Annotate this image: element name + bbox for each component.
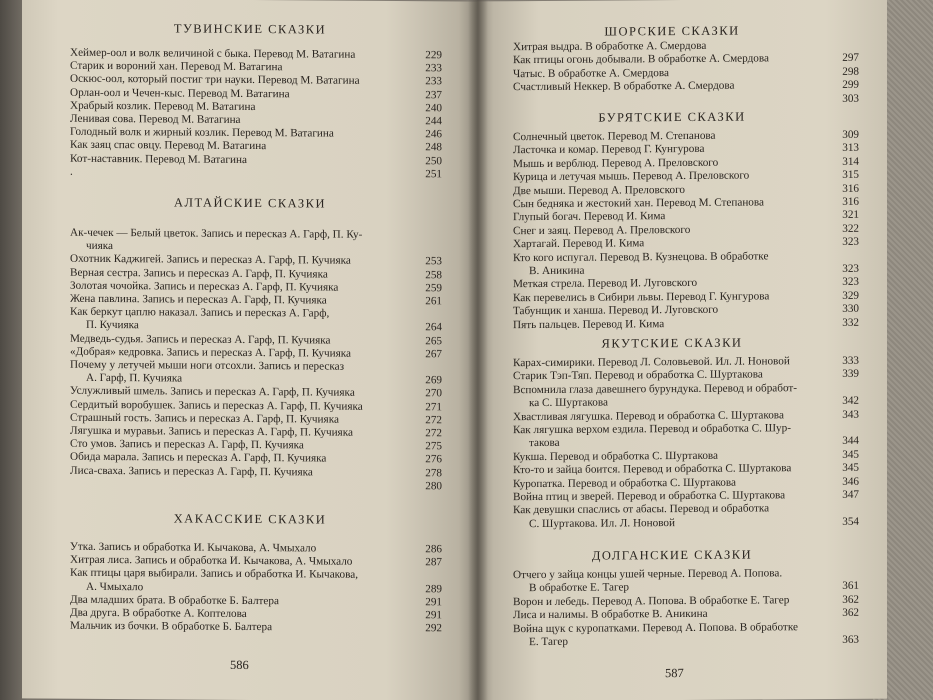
toc-page-number: 246: [425, 128, 442, 141]
toc-entry-line: Сын бедняка и жестокий хан. Перевод М. Степанова: [513, 196, 765, 211]
toc-entry-line: Орлан-оол и Чечен-кыс. Перевод М. Ватагина: [70, 86, 290, 100]
toc-entry-line: В. Аникина: [529, 264, 585, 278]
toc-page-number: 271: [425, 400, 442, 413]
toc-entry-line: Вспомнила глаза давешнего бурундука. Перевод и обработ-: [513, 381, 798, 396]
toc-entry-line: Война птиц и зверей. Перевод и обработка С. Шуртакова: [513, 489, 786, 504]
toc-entry-line: А. Чмыхало: [86, 580, 144, 593]
toc-entry-line: Храбрый козлик. Перевод М. Ватагина: [70, 99, 256, 113]
toc-entry-line: Страшный гость. Запись и пересказ А. Гарф, П. Кучияка: [70, 411, 339, 426]
toc-entry-line: Лиса-сваха. Запись и пересказ А. Гарф, П. Кучияка: [70, 464, 313, 479]
toc-entry-line: Кто-то и зайца боится. Перевод и обработка С. Шуртакова: [513, 462, 792, 477]
toc-entry-line: Два младших брата. В обработке Б. Балтера: [70, 593, 279, 608]
toc-entry-line: Медведь-судья. Запись и пересказ А. Гарф, П. Кучияка: [70, 332, 331, 347]
toc-page-number: 330: [842, 302, 859, 316]
toc-entry-line: Хвастливая лягушка. Перевод и обработка С. Шуртакова: [513, 408, 784, 423]
toc-page-number: 270: [425, 387, 442, 400]
toc-entry-line: Услужливый шмель. Запись и пересказ А. Гарф, П. Кучияка: [70, 385, 355, 400]
toc-page-number: 354: [842, 515, 859, 528]
toc-entry-line: Старик Тэп-Тяп. Перевод и обработка С. Шуртакова: [513, 368, 763, 383]
book-gutter: [468, 0, 488, 700]
toc-page-number: 253: [425, 255, 442, 268]
toc-entry-line: Жена павлина. Запись и пересказ А. Гарф, П. Кучияка: [70, 292, 327, 307]
toc-entry-line: Лягушка и муравьи. Запись и пересказ А. Гарф, П. Кучияка: [70, 424, 353, 439]
toc-entry-line: Лиса и налимы. В обработке В. Аникина: [513, 608, 708, 622]
toc-page-number: 286: [425, 543, 442, 556]
toc-entry-line: Чатыс. В обработке А. Смердова: [513, 66, 669, 80]
toc-page-number: 343: [842, 408, 859, 421]
toc-page-number: 278: [425, 466, 442, 479]
left-page: [22, 0, 477, 700]
toc-page-number: 323: [842, 276, 859, 289]
toc-page-number: 316: [842, 182, 859, 195]
section-heading: ДОЛГАНСКИЕ СКАЗКИ: [591, 547, 753, 563]
toc-entry-line: Сто умов. Запись и пересказ А. Гарф, П. Кучияка: [70, 437, 304, 452]
toc-entry-line: П. Кучияка: [86, 319, 139, 332]
toc-entry-line: Мальчик из бочки. В обработке Б. Балтера: [70, 619, 273, 634]
toc-page-number: 240: [425, 102, 442, 115]
toc-entry-line: Как перевелись в Сибири львы. Перевод Г. Кунгурова: [513, 290, 770, 304]
section-heading: АЛТАЙСКИЕ СКАЗКИ: [173, 195, 327, 211]
toc-entry-line: Кукша. Перевод и обработка С. Шуртакова: [513, 449, 719, 463]
toc-entry-line: Хитрая лиса. Запись и обработка И. Кычакова, А. Чмыхало: [70, 553, 353, 568]
toc-page-number: 280: [425, 480, 442, 493]
toc-page-number: 250: [425, 154, 442, 167]
toc-page-number: 361: [842, 580, 859, 593]
toc-page-number: 342: [842, 394, 859, 408]
toc-entry-line: А. Гарф, П. Кучияка: [86, 372, 183, 385]
toc-entry-line: Мышь и верблюд. Перевод А. Преловского: [513, 156, 719, 170]
toc-entry-line: В обработке Е. Тагер: [529, 581, 629, 595]
toc-page-number: 345: [842, 461, 859, 475]
toc-entry-line: Как заяц спас овцу. Перевод М. Ватагина: [70, 139, 267, 153]
toc-entry-line: Табунщик и ханша. Перевод И. Луговского: [513, 303, 719, 318]
toc-entry-line: Война щук с куропатками. Перевод А. Попова. В обработке: [513, 620, 798, 635]
toc-entry-line: ка С. Шуртакова: [529, 396, 608, 410]
toc-entry-line: Почему у летучей мыши ноги отсохли. Запись и пересказ: [70, 358, 345, 373]
toc-page-number: 248: [425, 141, 442, 154]
toc-page-number: 323: [842, 235, 859, 249]
toc-entry-line: Голодный волк и жирный козлик. Перевод М. Ватагина: [70, 125, 334, 140]
toc-entry-line: Золотая чочойка. Запись и пересказ А. Гарф, П. Кучияка: [70, 279, 339, 294]
toc-page-number: 321: [842, 209, 859, 222]
toc-entry-line: Хартагай. Перевод И. Кима: [513, 237, 645, 251]
toc-page-number: 272: [425, 414, 442, 427]
toc-page-number: 291: [425, 609, 442, 622]
toc-entry-line: Хитрая выдра. В обработке А. Смердова: [513, 39, 707, 54]
toc-page-number: 313: [842, 142, 859, 155]
toc-entry-line: Кот-наставник. Перевод М. Ватагина: [70, 152, 247, 166]
toc-page-number: 333: [842, 354, 859, 367]
toc-entry-line: Охотник Каджигей. Запись и пересказ А. Гарф, П. Кучияка: [70, 253, 351, 268]
toc-page-number: 291: [425, 596, 442, 609]
section-heading: ХАКАССКИЕ СКАЗКИ: [173, 511, 327, 527]
toc-entry-line: такова: [529, 437, 560, 450]
toc-entry-line: Куропатка. Перевод и обработка С. Шуртакова: [513, 476, 736, 490]
toc-page-number: 314: [842, 155, 859, 168]
toc-entry-line: Отчего у зайца концы ушей черные. Перевод А. Попова.: [513, 567, 783, 582]
toc-page-number: 237: [425, 88, 442, 101]
toc-page-number: 345: [842, 448, 859, 461]
section-heading: ЯКУТСКИЕ СКАЗКИ: [601, 335, 743, 351]
toc-entry-line: Солнечный цветок. Перевод М. Степанова: [513, 129, 716, 144]
toc-entry-line: С. Шуртакова. Ил. Л. Ноновой: [529, 516, 676, 530]
toc-entry-line: Снег и заяц. Перевод А. Преловского: [513, 223, 691, 237]
toc-page-number: 322: [842, 222, 859, 235]
toc-entry-line: Е. Тагер: [529, 635, 568, 649]
toc-entry-line: Две мыши. Перевод А. Преловского: [513, 183, 686, 197]
toc-page-number: 316: [842, 195, 859, 208]
section-heading: БУРЯТСКИЕ СКАЗКИ: [598, 109, 746, 125]
toc-page-number: 289: [425, 582, 442, 595]
toc-entry-line: Как птицы царя выбирали. Запись и обработка И. Кычакова,: [70, 567, 359, 582]
toc-page-number: 346: [842, 475, 859, 488]
toc-entry-line: .: [70, 165, 73, 178]
toc-entry-line: Сердитый воробушек. Запись и пересказ А. Гарф, П. Кучияка: [70, 398, 363, 413]
toc-entry-line: Счастливый Неккер. В обработке А. Смердова: [513, 79, 735, 94]
toc-page-number: 303: [842, 92, 859, 105]
toc-page-number: 267: [425, 348, 442, 361]
toc-page-number: 315: [842, 168, 859, 182]
toc-page-number: 344: [842, 435, 859, 448]
toc-page-number: 272: [425, 427, 442, 440]
section-heading: ШОРСКИЕ СКАЗКИ: [604, 23, 740, 39]
toc-entry-line: Меткая стрела. Перевод И. Луговского: [513, 277, 698, 291]
toc-entry-line: Ласточка и комар. Перевод Г. Кунгурова: [513, 143, 705, 157]
toc-page-number: 229: [425, 49, 442, 62]
toc-entry-line: Глупый богач. Перевод И. Кима: [513, 210, 666, 224]
toc-entry-line: Два друга. В обработке А. Коптелова: [70, 606, 247, 620]
toc-entry-line: Карах-симирики. Перевод Л. Соловьевой. Ил. Л. Ноновой: [513, 355, 790, 370]
toc-entry-line: Утка. Запись и обработка И. Кычакова, А. Чмыхало: [70, 540, 317, 555]
toc-entry-line: Оскюс-оол, который постиг три науки. Перевод М. Ватагина: [70, 73, 360, 88]
toc-page-number: 264: [425, 321, 442, 334]
toc-page-number: 339: [842, 368, 859, 381]
toc-entry-line: Хеймер-оол и волк величиной с быка. Перевод М. Ватагина: [70, 46, 356, 61]
toc-page-number: 233: [425, 75, 442, 88]
toc-page-number: 309: [842, 128, 859, 141]
toc-entry-line: Как беркут цаплю наказал. Запись и пересказ А. Гарф,: [70, 305, 330, 320]
page-number: 587: [665, 665, 684, 681]
toc-entry-line: Верная сестра. Запись и пересказ А. Гарф, П. Кучияка: [70, 266, 328, 281]
toc-entry-line: Ленивая сова. Перевод М. Ватагина: [70, 112, 241, 126]
toc-page-number: 261: [425, 295, 442, 308]
right-page: [477, 0, 887, 700]
toc-entry-line: Кто кого испугал. Перевод В. Кузнецова. В обработке: [513, 249, 769, 264]
toc-entry-line: Как девушки спаслись от абасы. Перевод и обработка: [513, 502, 770, 517]
toc-page-number: 332: [842, 316, 859, 329]
toc-page-number: 362: [842, 593, 859, 606]
toc-page-number: 292: [425, 622, 442, 635]
toc-page-number: 299: [842, 78, 859, 92]
toc-entry-line: Ак-чечек — Белый цветок. Запись и пересказ А. Гарф, П. Ку-: [70, 226, 363, 241]
toc-page-number: 251: [425, 168, 442, 181]
toc-page-number: 275: [425, 440, 442, 453]
toc-page-number: 362: [842, 606, 859, 620]
toc-entry-line: Старик и вороний хан. Перевод М. Ватагина: [70, 59, 283, 74]
toc-entry-line: Курица и летучая мышь. Перевод А. Преловского: [513, 169, 750, 184]
toc-entry-line: Как птицы огонь добывали. В обработке А. Смердова: [513, 52, 769, 67]
section-heading: ТУВИНСКИЕ СКАЗКИ: [173, 21, 327, 37]
toc-page-number: 347: [842, 488, 859, 501]
toc-page-number: 297: [842, 52, 859, 65]
toc-entry-line: Пять пальцев. Перевод И. Кима: [513, 317, 665, 331]
toc-page-number: 287: [425, 556, 442, 569]
toc-page-number: 329: [842, 289, 859, 302]
toc-page-number: 276: [425, 453, 442, 466]
toc-page-number: 269: [425, 374, 442, 387]
page-number: 586: [230, 657, 249, 672]
toc-entry-line: Как лягушка верхом ездила. Перевод и обработка С. Шур-: [513, 422, 791, 437]
toc-page-number: 233: [425, 62, 442, 75]
toc-entry-line: Обида марала. Запись и пересказ А. Гарф, П. Кучияка: [70, 451, 327, 465]
toc-page-number: 363: [842, 633, 859, 646]
toc-page-number: 323: [842, 262, 859, 275]
toc-page-number: 259: [425, 282, 442, 295]
toc-entry-line: чияка: [86, 240, 113, 253]
toc-page-number: 265: [425, 334, 442, 347]
toc-page-number: 298: [842, 65, 859, 78]
toc-entry-line: Ворон и лебедь. Перевод А. Попова. В обработке Е. Тагер: [513, 594, 790, 608]
toc-page-number: 244: [425, 115, 442, 128]
toc-page-number: 258: [425, 268, 442, 281]
toc-entry-line: «Добрая» кедровка. Запись и пересказ А. Гарф, П. Кучияка: [70, 345, 351, 360]
